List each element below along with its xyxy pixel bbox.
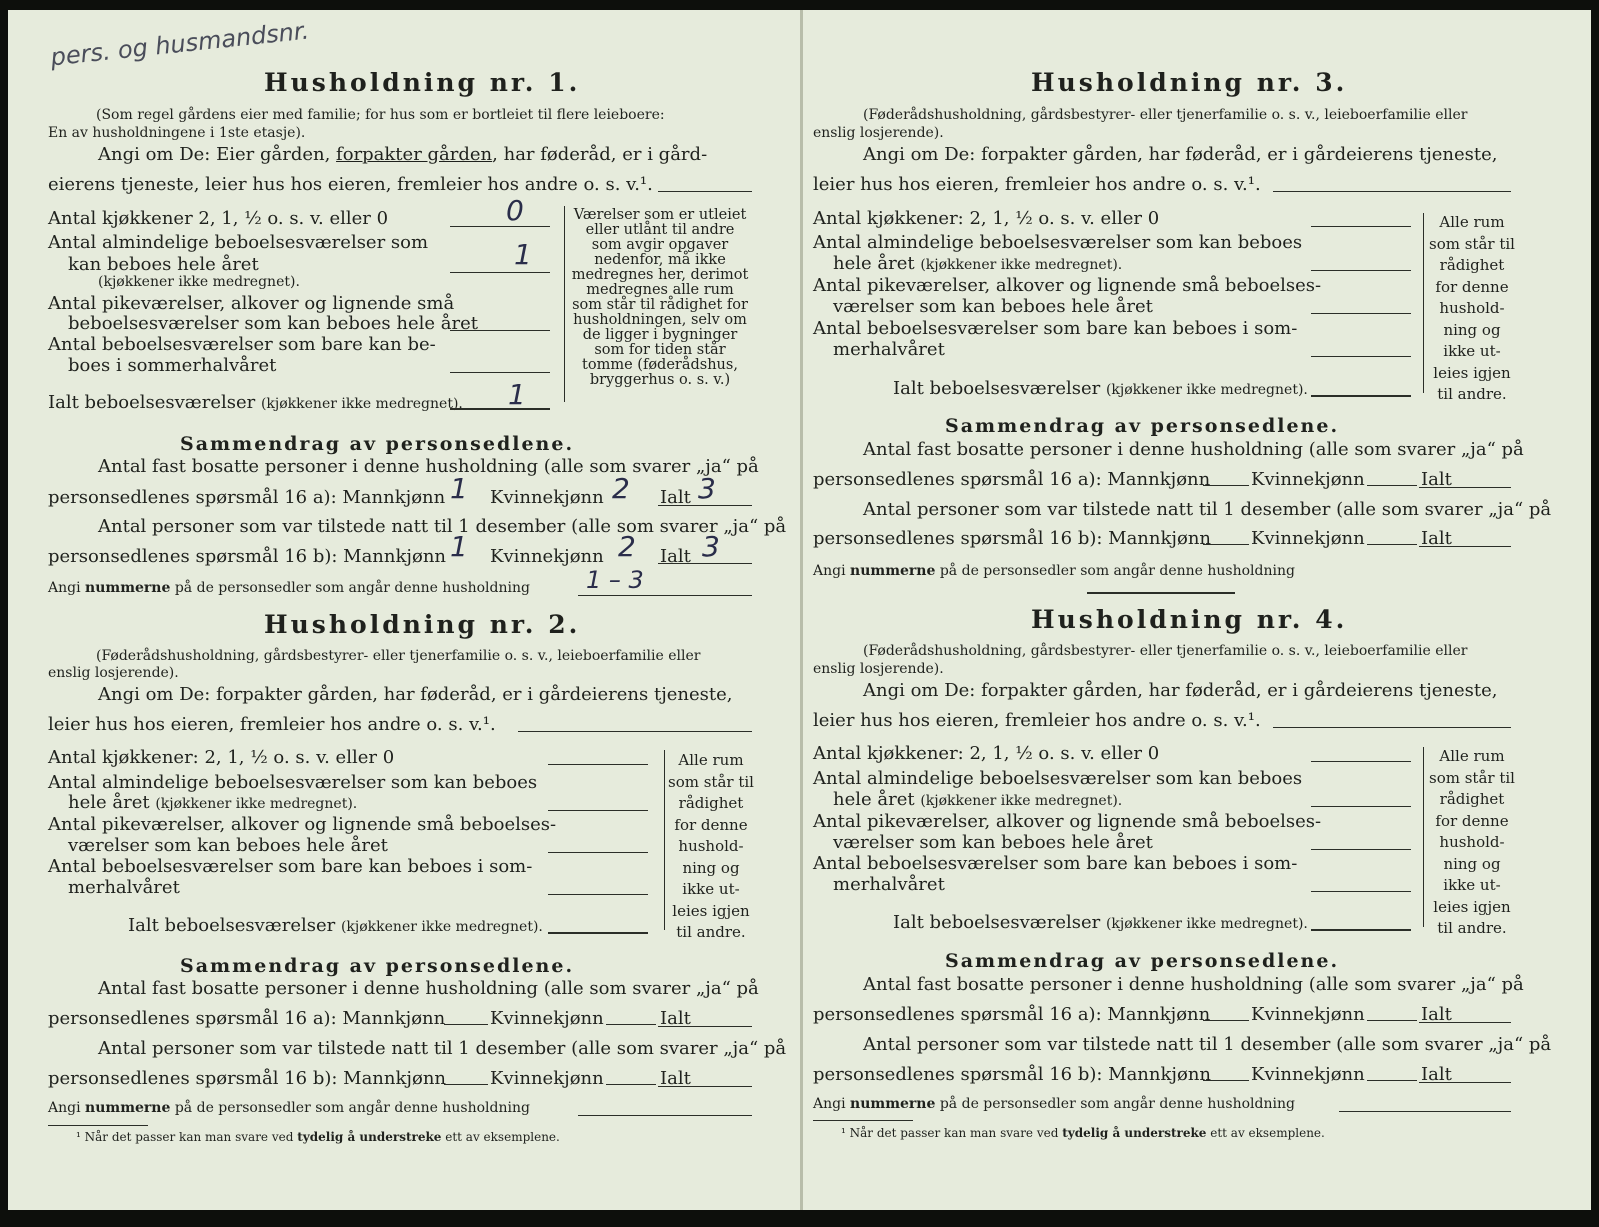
margin-note: pers. og husmandsnr.	[49, 16, 311, 72]
h1-note: Værelser som er utleiet eller utlånt til andre som avgir opgaver nedenfor, må ikke medregnes her, derimot medregnes alle rum som står til rådighet for husholdningen, selv om de ligger i bygninger som for tiden står tomme (føderådshus, bryggerhus o. s. v.)	[571, 207, 749, 388]
h1-kj-value: 0	[506, 194, 524, 227]
h4-s1-k-label: Kvinnekjønn	[1251, 1004, 1365, 1025]
h2-s2-i-label: Ialt	[660, 1068, 691, 1089]
h2-alm-2: hele året (kjøkkener ikke medregnet).	[68, 792, 358, 813]
h3-instructions: (Føderådshusholdning, gårdsbestyrer- eller tjenerfamilie o. s. v., leieboerfamilie eller	[863, 107, 1468, 123]
h3-s1-i-label: Ialt	[1421, 469, 1452, 490]
h2-ialt: Ialt beboelsesværelser (kjøkkener ikke medregnet).	[128, 915, 543, 936]
h1-som-line	[450, 372, 550, 373]
h2-alm-1: Antal almindelige beboelsesværelser som kan beboes	[48, 772, 538, 793]
h1-som-1: Antal beboelsesværelser som bare kan be-	[48, 334, 436, 355]
h2-s2-kvinne-line	[606, 1084, 656, 1085]
h3-s2b: personsedlenes spørsmål 16 b): Mannkjønn	[813, 528, 1212, 549]
h1-s2a: Antal personer som var tilstede natt til 1 desember (alle som svarer „ja“ på	[98, 516, 787, 537]
h3-pike-line	[1311, 313, 1411, 314]
h1-s2b: personsedlenes spørsmål 16 b): Mannkjønn	[48, 546, 447, 567]
h1-s2-k-label: Kvinnekjønn	[490, 546, 604, 567]
h1-som-2: boes i sommerhalvåret	[68, 355, 277, 376]
h2-note: Alle rum som står til rådighet for denne hushold-ning og ikke ut-leies igjen til andre.	[668, 751, 754, 941]
h2-nummerne: Angi nummerne på de personsedler som angår denne husholdning	[48, 1100, 530, 1116]
h4-pike-line	[1311, 849, 1411, 850]
h2-s2-k-label: Kvinnekjønn	[490, 1068, 604, 1089]
h2-s2b: personsedlenes spørsmål 16 b): Mannkjønn	[48, 1068, 447, 1089]
h1-pike-line	[450, 330, 550, 331]
h4-kj-line	[1311, 761, 1411, 762]
h3-kj: Antal kjøkkener: 2, 1, ½ o. s. v. eller 0	[813, 208, 1160, 229]
h3-s2-kvinne-line	[1367, 544, 1417, 545]
h1-pike-1: Antal pikeværelser, alkover og lignende små	[48, 293, 455, 314]
h4-som-2: merhalvåret	[833, 874, 945, 895]
h4-alm-2: hele året (kjøkkener ikke medregnet).	[833, 789, 1123, 810]
h3-alm-2: hele året (kjøkkener ikke medregnet).	[833, 253, 1123, 274]
h1-kj-label: Antal kjøkkener 2, 1, ½ o. s. v. eller 0	[48, 208, 389, 229]
h2-s1-mann-line	[444, 1024, 488, 1025]
h1-angi-line1: Angi om De: Eier gården, forpakter gården, har føderåd, er i gård-	[98, 144, 708, 165]
h2-instructions-2: enslig losjerende).	[48, 665, 179, 681]
h4-s2-k-label: Kvinnekjønn	[1251, 1064, 1365, 1085]
h1-alm-1: Antal almindelige beboelsesværelser som	[48, 232, 429, 253]
h4-brace	[1423, 747, 1424, 927]
h1-s2-mann: 1	[450, 530, 468, 563]
h4-s1-ialt-line	[1419, 1022, 1511, 1023]
h4-pike-1: Antal pikeværelser, alkover og lignende små beboelses-	[813, 811, 1322, 832]
h4-nummerne: Angi nummerne på de personsedler som angår denne husholdning	[813, 1096, 1295, 1112]
h4-pike-2: værelser som kan beboes hele året	[833, 832, 1153, 853]
h3-alm-1: Antal almindelige beboelsesværelser som kan beboes	[813, 232, 1303, 253]
h1-brace	[564, 206, 565, 402]
h3-separator	[1087, 592, 1235, 594]
h1-instructions-2: En av husholdningene i 1ste etasje).	[48, 125, 306, 141]
h4-ialt-line	[1311, 929, 1411, 931]
h1-ialt-value: 1	[508, 378, 526, 411]
h3-kj-line	[1311, 226, 1411, 227]
h3-s2-ialt-line	[1419, 546, 1511, 547]
h3-ialt-line	[1311, 395, 1411, 397]
h4-s1b: personsedlenes spørsmål 16 a): Mannkjønn	[813, 1004, 1211, 1025]
h4-alm-1: Antal almindelige beboelsesværelser som kan beboes	[813, 768, 1303, 789]
h2-som-1: Antal beboelsesværelser som bare kan beboes i som-	[48, 856, 533, 877]
h2-pike-1: Antal pikeværelser, alkover og lignende små beboelses-	[48, 814, 557, 835]
h3-som-line	[1311, 356, 1411, 357]
h1-num-line	[578, 595, 752, 596]
h1-ialt-line	[450, 408, 550, 410]
h2-num-line	[578, 1115, 752, 1116]
footnote-rule-right	[813, 1120, 913, 1121]
h4-instructions-2: enslig losjerende).	[813, 661, 944, 677]
h3-s1-k-label: Kvinnekjønn	[1251, 469, 1365, 490]
h2-title: Husholdning nr. 2.	[264, 610, 581, 639]
h4-som-1: Antal beboelsesværelser som bare kan beboes i som-	[813, 853, 1298, 874]
h2-s1-ialt-line	[658, 1026, 752, 1027]
h2-s1-i-label: Ialt	[660, 1008, 691, 1029]
h1-ialt: Ialt beboelsesværelser (kjøkkener ikke medregnet).	[48, 392, 463, 413]
h3-nummerne: Angi nummerne på de personsedler som angår denne husholdning	[813, 563, 1295, 579]
h3-sum-title: Sammendrag av personsedlene.	[945, 415, 1340, 437]
h1-alm-value: 1	[514, 238, 532, 271]
h1-nummerne: Angi nummerne på de personsedler som angår denne husholdning	[48, 580, 530, 596]
h3-s2-mann-line	[1203, 544, 1249, 545]
h4-som-line	[1311, 891, 1411, 892]
h2-s2a: Antal personer som var tilstede natt til 1 desember (alle som svarer „ja“ på	[98, 1038, 787, 1059]
h3-s2-i-label: Ialt	[1421, 528, 1452, 549]
h4-note: Alle rum som står til rådighet for denne hushold-ning og ikke ut-leies igjen til andre.	[1429, 747, 1515, 937]
h2-s1-kvinne-line	[606, 1024, 656, 1025]
h3-s1a: Antal fast bosatte personer i denne husholdning (alle som svarer „ja“ på	[863, 439, 1524, 460]
h4-title: Husholdning nr. 4.	[1031, 605, 1348, 634]
h1-alm-2: kan beboes hele året	[68, 254, 259, 275]
h3-angi-line	[1273, 191, 1511, 192]
h2-kj-line	[548, 764, 648, 765]
h4-num-line	[1339, 1111, 1511, 1112]
h2-kj: Antal kjøkkener: 2, 1, ½ o. s. v. eller 0	[48, 747, 395, 768]
h2-som-line	[548, 894, 648, 895]
h3-title: Husholdning nr. 3.	[1031, 68, 1348, 97]
h1-angi-line2: eierens tjeneste, leier hus hos eieren, fremleier hos andre o. s. v.¹.	[48, 174, 653, 195]
h4-s2b: personsedlenes spørsmål 16 b): Mannkjønn	[813, 1064, 1212, 1085]
h1-s1-k-label: Kvinnekjønn	[490, 487, 604, 508]
h1-alm-3: (kjøkkener ikke medregnet).	[98, 274, 300, 290]
h3-s1b: personsedlenes spørsmål 16 a): Mannkjønn	[813, 469, 1211, 490]
h2-som-2: merhalvåret	[68, 877, 180, 898]
h2-brace	[664, 750, 665, 930]
h2-ialt-line	[548, 932, 648, 934]
h2-sum-title: Sammendrag av personsedlene.	[180, 955, 575, 977]
h2-pike-line	[548, 852, 648, 853]
h3-pike-1: Antal pikeværelser, alkover og lignende små beboelses-	[813, 275, 1322, 296]
h1-s1-line	[658, 505, 752, 506]
h3-angi-1: Angi om De: forpakter gården, har føderåd, er i gårdeierens tjeneste,	[863, 144, 1498, 165]
h4-s1-kvinne-line	[1367, 1020, 1417, 1021]
h1-s2-ialt: 3	[702, 530, 720, 563]
h3-s2a: Antal personer som var tilstede natt til 1 desember (alle som svarer „ja“ på	[863, 499, 1552, 520]
h4-angi-line	[1273, 727, 1511, 728]
h3-alm-line	[1311, 270, 1411, 271]
h4-s2-kvinne-line	[1367, 1080, 1417, 1081]
footnote-rule	[48, 1125, 148, 1126]
h4-s2a: Antal personer som var tilstede natt til 1 desember (alle som svarer „ja“ på	[863, 1034, 1552, 1055]
h3-s1-kvinne-line	[1367, 485, 1417, 486]
h1-s2-i-label: Ialt	[660, 546, 691, 567]
h3-som-2: merhalvåret	[833, 339, 945, 360]
h4-angi-1: Angi om De: forpakter gården, har føderåd, er i gårdeierens tjeneste,	[863, 680, 1498, 701]
h3-s1-mann-line	[1203, 485, 1249, 486]
h1-s1-mann: 1	[450, 472, 468, 505]
h1-s1b: personsedlenes spørsmål 16 a): Mannkjønn	[48, 487, 446, 508]
h1-alm-line	[450, 272, 550, 273]
h4-instructions: (Føderådshusholdning, gårdsbestyrer- eller tjenerfamilie o. s. v., leieboerfamilie eller	[863, 643, 1468, 659]
h4-s1a: Antal fast bosatte personer i denne husholdning (alle som svarer „ja“ på	[863, 974, 1524, 995]
h4-s2-i-label: Ialt	[1421, 1064, 1452, 1085]
h1-num-value: 1 – 3	[586, 566, 644, 594]
h1-pike-2: beboelsesværelser som kan beboes hele året	[68, 313, 478, 334]
h4-alm-line	[1311, 806, 1411, 807]
h4-ialt: Ialt beboelsesværelser (kjøkkener ikke medregnet).	[893, 912, 1308, 933]
h2-alm-line	[548, 810, 648, 811]
footnote: ¹ Når det passer kan man svare ved tydelig å understreke ett av eksemplene.	[76, 1130, 560, 1144]
h4-s1-mann-line	[1203, 1020, 1249, 1021]
h4-s2-mann-line	[1203, 1080, 1249, 1081]
h4-kj: Antal kjøkkener: 2, 1, ½ o. s. v. eller 0	[813, 743, 1160, 764]
h2-angi-2: leier hus hos eieren, fremleier hos andre o. s. v.¹.	[48, 714, 496, 735]
h4-s2-ialt-line	[1419, 1082, 1511, 1083]
h1-s2-kvinne: 2	[618, 530, 636, 563]
h2-pike-2: værelser som kan beboes hele året	[68, 835, 388, 856]
h2-s1a: Antal fast bosatte personer i denne husholdning (alle som svarer „ja“ på	[98, 978, 759, 999]
h2-s2-mann-line	[444, 1084, 488, 1085]
right-page	[803, 10, 1591, 1210]
h1-s1-kvinne: 2	[612, 472, 630, 505]
h2-angi-1: Angi om De: forpakter gården, har føderåd, er i gårdeierens tjeneste,	[98, 684, 733, 705]
h2-s1-k-label: Kvinnekjønn	[490, 1008, 604, 1029]
h1-title: Husholdning nr. 1.	[264, 68, 581, 97]
h3-ialt: Ialt beboelsesværelser (kjøkkener ikke medregnet).	[893, 378, 1308, 399]
h3-angi-2: leier hus hos eieren, fremleier hos andre o. s. v.¹.	[813, 174, 1261, 195]
h3-s2-k-label: Kvinnekjønn	[1251, 528, 1365, 549]
h3-s1-ialt-line	[1419, 487, 1511, 488]
h4-sum-title: Sammendrag av personsedlene.	[945, 950, 1340, 972]
h2-instructions: (Føderådshusholdning, gårdsbestyrer- eller tjenerfamilie o. s. v., leieboerfamilie eller	[96, 648, 701, 664]
h1-s1-ialt: 3	[698, 472, 716, 505]
h1-kj-line	[450, 226, 550, 227]
h3-brace	[1423, 213, 1424, 393]
h3-som-1: Antal beboelsesværelser som bare kan beboes i som-	[813, 318, 1298, 339]
h1-s2-line	[658, 563, 752, 564]
left-page	[8, 10, 801, 1210]
h1-angi-line	[658, 191, 752, 192]
h1-s1a: Antal fast bosatte personer i denne husholdning (alle som svarer „ja“ på	[98, 456, 759, 477]
h2-angi-line	[518, 731, 752, 732]
h3-note: Alle rum som står til rådighet for denne hushold-ning og ikke ut-leies igjen til andre.	[1429, 213, 1515, 403]
h2-s2-ialt-line	[658, 1086, 752, 1087]
h1-instructions: (Som regel gårdens eier med familie; for hus som er bortleiet til flere leieboere:	[96, 107, 665, 123]
h1-s1-i-label: Ialt	[660, 487, 691, 508]
h2-s1b: personsedlenes spørsmål 16 a): Mannkjønn	[48, 1008, 446, 1029]
h3-instructions-2: enslig losjerende).	[813, 125, 944, 141]
footnote-right: ¹ Når det passer kan man svare ved tydelig å understreke ett av eksemplene.	[841, 1126, 1325, 1140]
h1-sum-title: Sammendrag av personsedlene.	[180, 433, 575, 455]
h4-angi-2: leier hus hos eieren, fremleier hos andre o. s. v.¹.	[813, 710, 1261, 731]
h4-s1-i-label: Ialt	[1421, 1004, 1452, 1025]
h3-pike-2: værelser som kan beboes hele året	[833, 296, 1153, 317]
